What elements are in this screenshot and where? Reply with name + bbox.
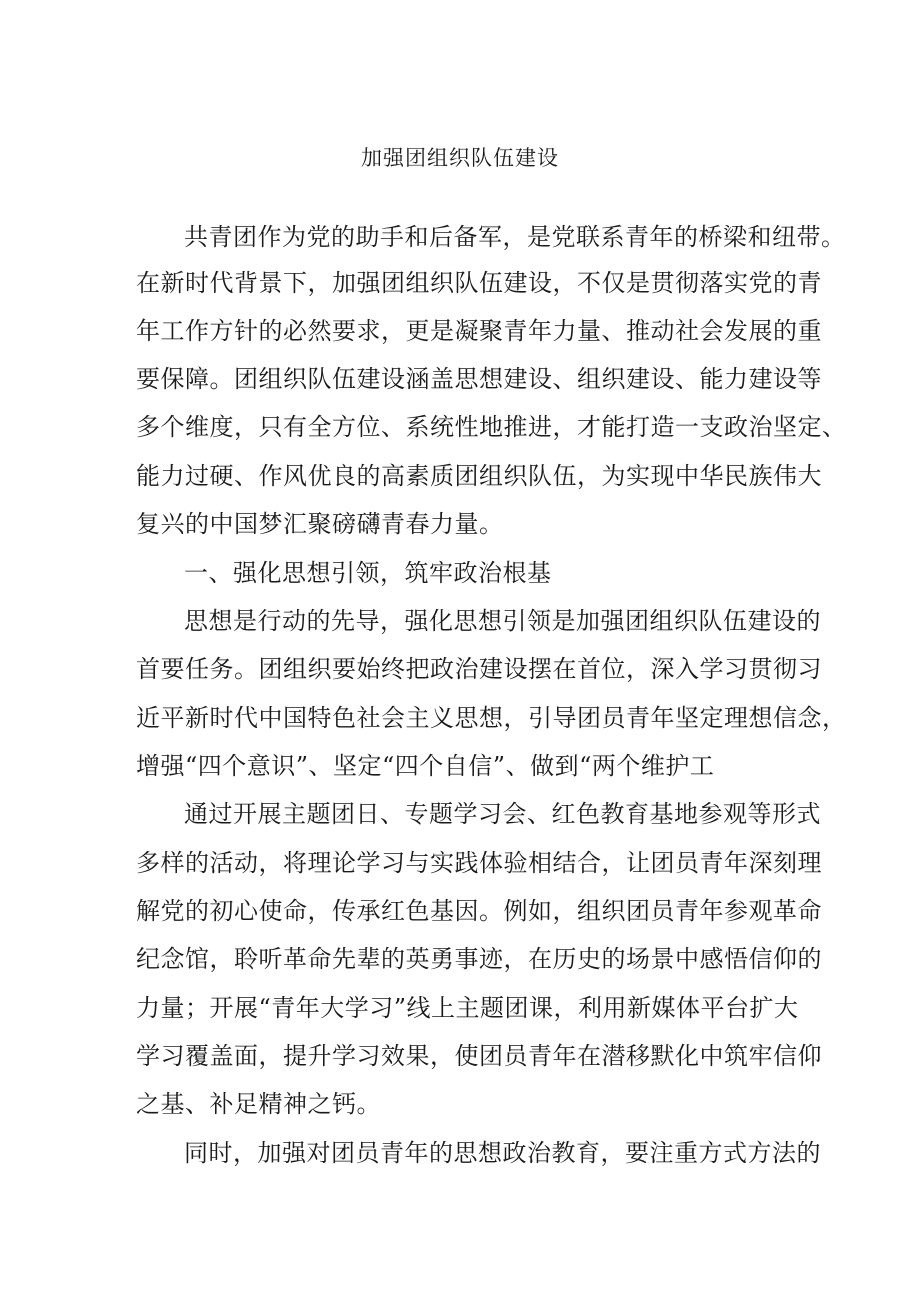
text-line: 增强“四个意识”、坚定“四个自信”、做到“两个维护工 (136, 752, 715, 780)
text-line: 解党的初心使命，传承红色基因。例如，组织团员青年参观革命 (136, 897, 822, 925)
text-line: 年工作方针的必然要求，更是凝聚青年力量、推动社会发展的重 (136, 317, 822, 345)
text-line: 学习覆盖面，提升学习效果，使团员青年在潜移默化中筑牢信仰 (136, 1042, 822, 1070)
document-title: 加强团组织队伍建设 (361, 146, 559, 170)
text-line: 首要任务。团组织要始终把政治建设摆在首位，深入学习贯彻习 (136, 655, 822, 683)
text-line: 多个维度，只有全方位、系统性地推进，才能打造一支政治坚定、 (136, 413, 847, 441)
text-line: 共青团作为党的助手和后备军，是党联系青年的桥梁和纽带。 (184, 223, 846, 251)
text-line: 在新时代背景下，加强团组织队伍建设，不仅是贯彻落实党的青 (136, 269, 822, 297)
text-line: 之基、补足精神之钙。 (136, 1090, 381, 1118)
section-heading: 一、强化思想引领，筑牢政治根基 (184, 559, 552, 587)
text-line: 通过开展主题团日、专题学习会、红色教育基地参观等形式 (184, 800, 821, 828)
text-line: 复兴的中国梦汇聚磅礴青春力量。 (136, 510, 504, 538)
text-line: 要保障。团组织队伍建设涵盖思想建设、组织建设、能力建设等 (136, 365, 822, 393)
text-line: 思想是行动的先导，强化思想引领是加强团组织队伍建设的 (184, 607, 821, 635)
text-line: 近平新时代中国特色社会主义思想，引导团员青年坚定理想信念， (136, 704, 847, 732)
text-line: 同时，加强对团员青年的思想政治教育，要注重方式方法的 (184, 1139, 821, 1167)
text-line: 能力过硬、作风优良的高素质团组织队伍，为实现中华民族伟大 (136, 462, 822, 490)
text-line: 力量；开展“青年大学习”线上主题团课，利用新媒体平台扩大 (136, 994, 799, 1022)
text-line: 纪念馆，聆听革命先辈的英勇事迹，在历史的场景中感悟信仰的 (136, 945, 822, 973)
text-line: 多样的活动，将理论学习与实践体验相结合，让团员青年深刻理 (136, 849, 822, 877)
